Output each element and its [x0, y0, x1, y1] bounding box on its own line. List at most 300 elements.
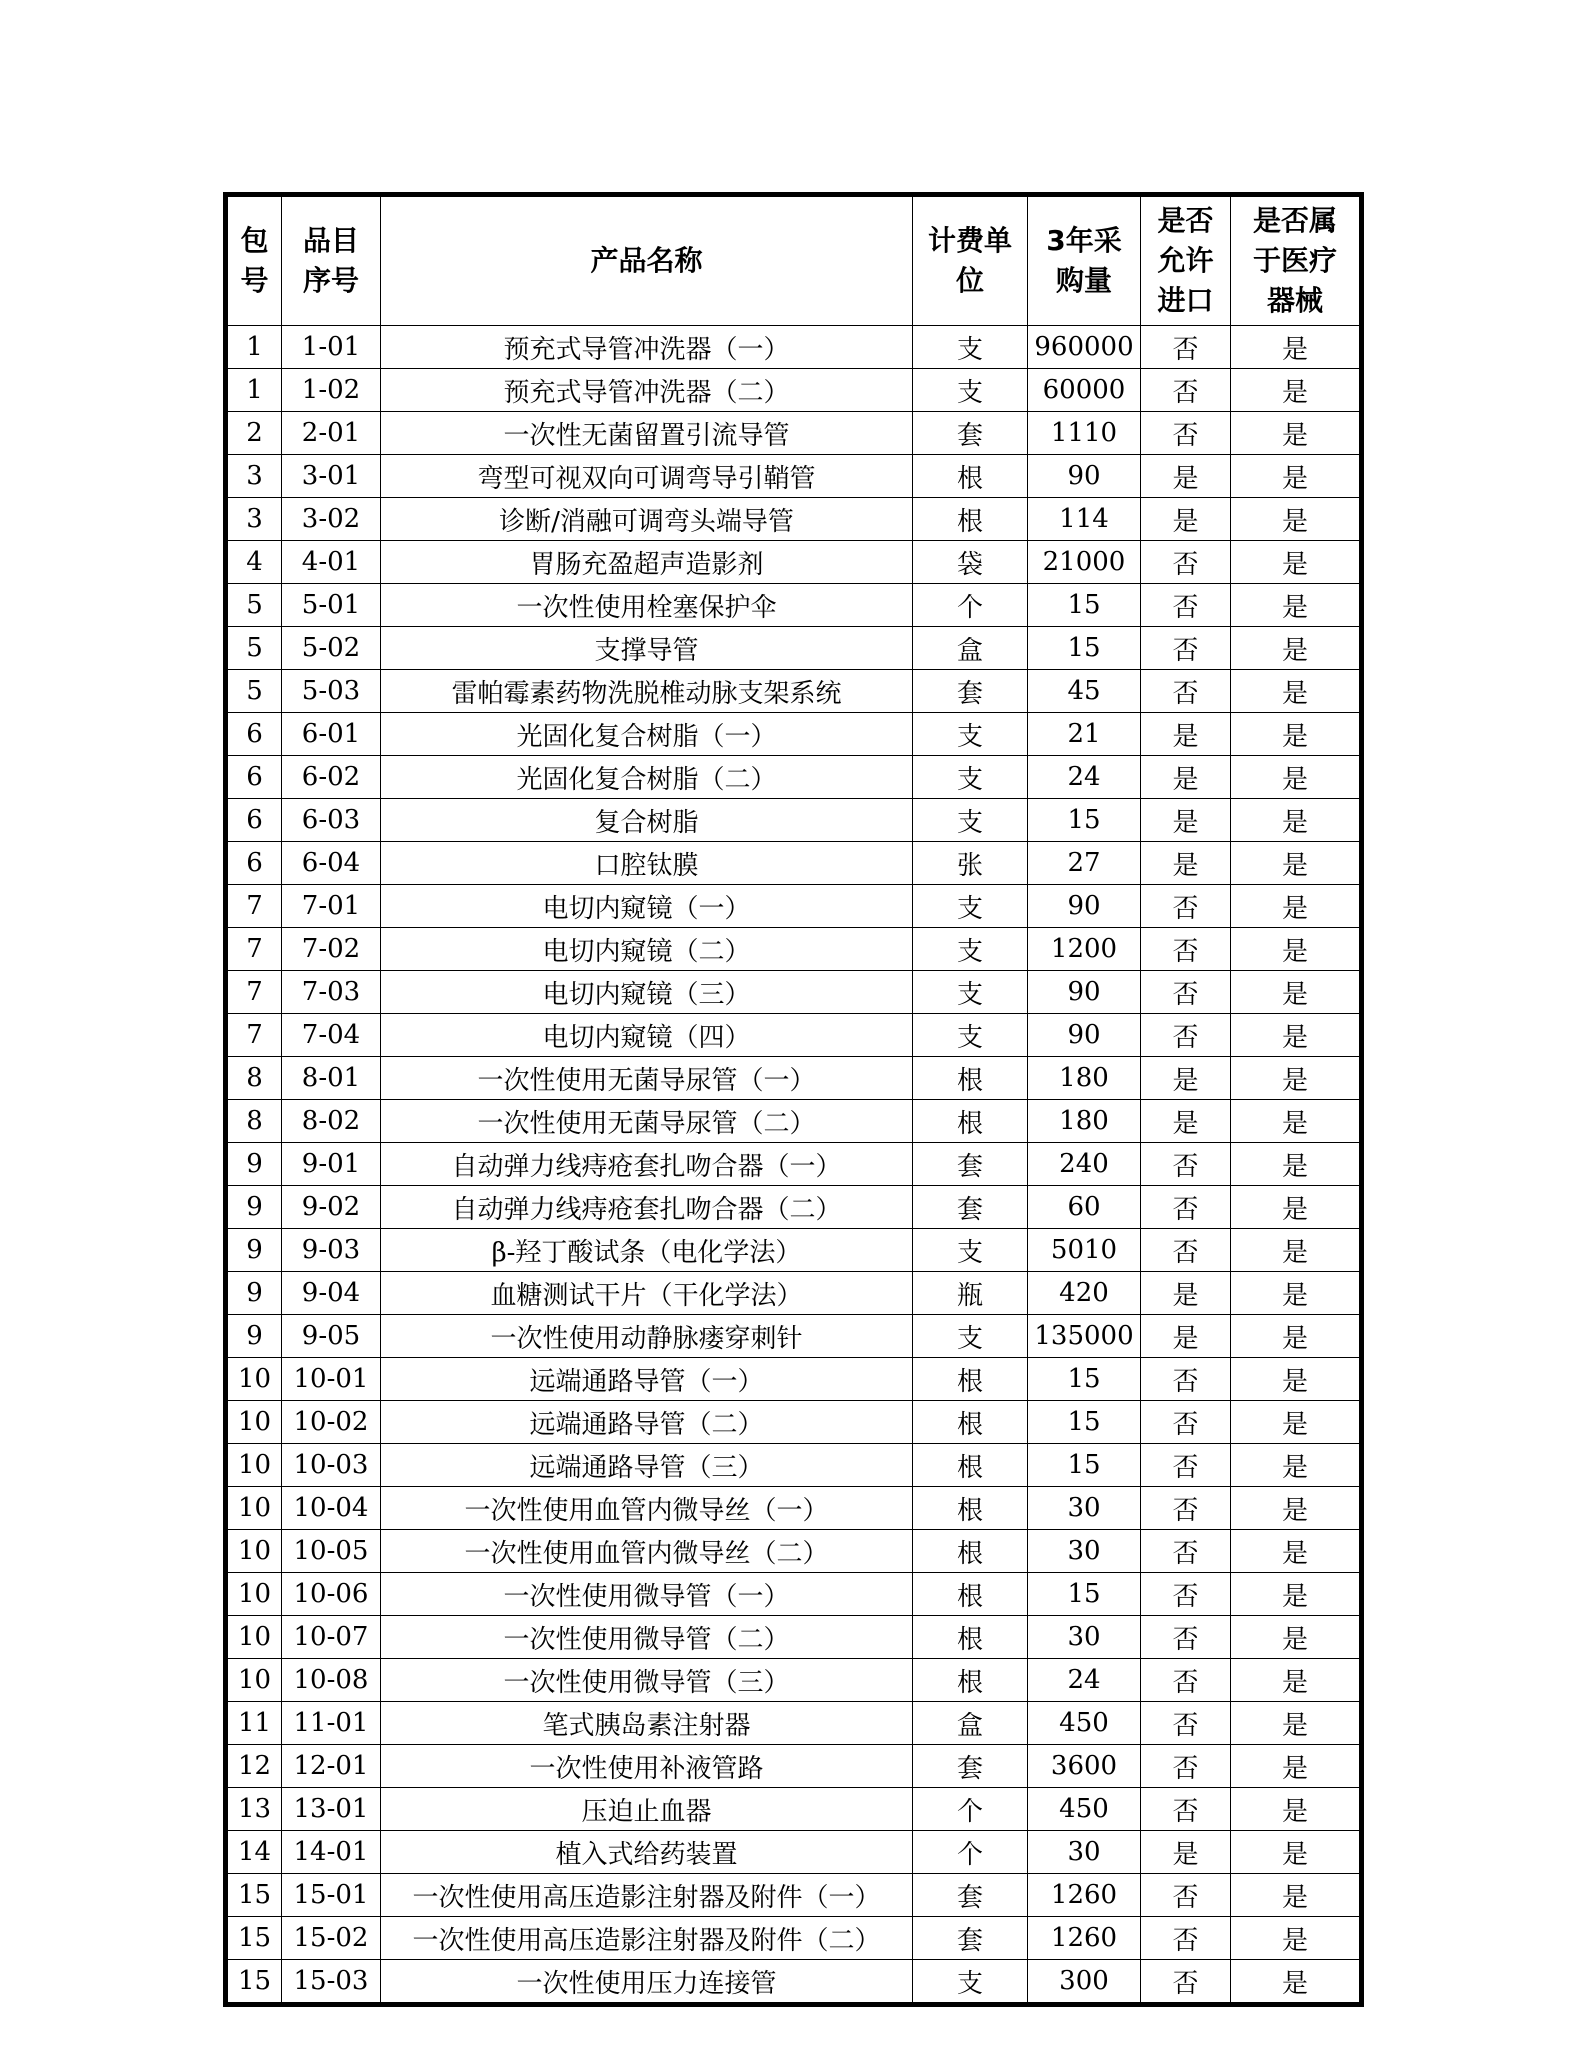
cell-package-no: 9: [226, 1143, 282, 1186]
cell-import-allowed: 否: [1141, 1616, 1231, 1659]
cell-package-no: 15: [226, 1917, 282, 1960]
cell-product-name: 一次性使用血管内微导丝（一）: [381, 1487, 913, 1530]
cell-product-name: 远端通路导管（二）: [381, 1401, 913, 1444]
cell-billing-unit: 个: [913, 1788, 1028, 1831]
cell-medical-device: 是: [1231, 1917, 1362, 1960]
table-row: [226, 455, 1362, 498]
cell-3yr-quantity: 15: [1028, 584, 1141, 627]
cell-import-allowed: 是: [1141, 1315, 1231, 1358]
cell-package-no: 5: [226, 627, 282, 670]
table-row: [226, 713, 1362, 756]
cell-3yr-quantity: 30: [1028, 1530, 1141, 1573]
cell-package-no: 10: [226, 1530, 282, 1573]
cell-product-name: 电切内窥镜（二）: [381, 928, 913, 971]
cell-3yr-quantity: 15: [1028, 1401, 1141, 1444]
cell-import-allowed: 是: [1141, 842, 1231, 885]
cell-medical-device: 是: [1231, 670, 1362, 713]
cell-package-no: 10: [226, 1487, 282, 1530]
cell-product-name: 光固化复合树脂（一）: [381, 713, 913, 756]
cell-3yr-quantity: 135000: [1028, 1315, 1141, 1358]
cell-product-name: 电切内窥镜（四）: [381, 1014, 913, 1057]
cell-3yr-quantity: 15: [1028, 627, 1141, 670]
cell-import-allowed: 否: [1141, 1917, 1231, 1960]
header-3yr-quantity: 3年采购量: [1028, 195, 1141, 326]
cell-package-no: 3: [226, 498, 282, 541]
table-row: [226, 1917, 1362, 1960]
cell-billing-unit: 套: [913, 1874, 1028, 1917]
table-row: [226, 1401, 1362, 1444]
cell-product-name: 远端通路导管（三）: [381, 1444, 913, 1487]
cell-billing-unit: 套: [913, 1186, 1028, 1229]
cell-medical-device: 是: [1231, 756, 1362, 799]
cell-medical-device: 是: [1231, 971, 1362, 1014]
cell-3yr-quantity: 15: [1028, 1573, 1141, 1616]
cell-medical-device: 是: [1231, 412, 1362, 455]
cell-3yr-quantity: 1200: [1028, 928, 1141, 971]
cell-package-no: 10: [226, 1358, 282, 1401]
cell-item-seq: 10-01: [282, 1358, 381, 1401]
table-row: [226, 1659, 1362, 1702]
cell-import-allowed: 是: [1141, 799, 1231, 842]
cell-product-name: 一次性使用微导管（三）: [381, 1659, 913, 1702]
cell-product-name: 复合树脂: [381, 799, 913, 842]
cell-3yr-quantity: 60: [1028, 1186, 1141, 1229]
cell-item-seq: 10-07: [282, 1616, 381, 1659]
cell-import-allowed: 否: [1141, 627, 1231, 670]
cell-product-name: 自动弹力线痔疮套扎吻合器（一）: [381, 1143, 913, 1186]
cell-import-allowed: 是: [1141, 1057, 1231, 1100]
cell-medical-device: 是: [1231, 1057, 1362, 1100]
cell-billing-unit: 根: [913, 1573, 1028, 1616]
cell-item-seq: 4-01: [282, 541, 381, 584]
cell-3yr-quantity: 1260: [1028, 1874, 1141, 1917]
cell-billing-unit: 支: [913, 1014, 1028, 1057]
cell-3yr-quantity: 60000: [1028, 369, 1141, 412]
cell-billing-unit: 支: [913, 1229, 1028, 1272]
cell-import-allowed: 否: [1141, 369, 1231, 412]
cell-package-no: 2: [226, 412, 282, 455]
cell-3yr-quantity: 15: [1028, 1444, 1141, 1487]
cell-package-no: 1: [226, 326, 282, 369]
cell-import-allowed: 否: [1141, 1487, 1231, 1530]
cell-package-no: 3: [226, 455, 282, 498]
cell-billing-unit: 套: [913, 1745, 1028, 1788]
cell-import-allowed: 否: [1141, 584, 1231, 627]
cell-3yr-quantity: 30: [1028, 1487, 1141, 1530]
cell-product-name: β-羟丁酸试条（电化学法）: [381, 1229, 913, 1272]
cell-item-seq: 11-01: [282, 1702, 381, 1745]
cell-package-no: 9: [226, 1272, 282, 1315]
cell-import-allowed: 是: [1141, 1272, 1231, 1315]
cell-3yr-quantity: 5010: [1028, 1229, 1141, 1272]
table-row: [226, 1874, 1362, 1917]
cell-product-name: 植入式给药装置: [381, 1831, 913, 1874]
table-row: [226, 1229, 1362, 1272]
cell-product-name: 支撑导管: [381, 627, 913, 670]
cell-item-seq: 8-02: [282, 1100, 381, 1143]
cell-package-no: 1: [226, 369, 282, 412]
cell-product-name: 压迫止血器: [381, 1788, 913, 1831]
cell-medical-device: 是: [1231, 1745, 1362, 1788]
cell-3yr-quantity: 180: [1028, 1057, 1141, 1100]
cell-medical-device: 是: [1231, 1014, 1362, 1057]
cell-package-no: 9: [226, 1186, 282, 1229]
table-row: [226, 1487, 1362, 1530]
cell-medical-device: 是: [1231, 1487, 1362, 1530]
cell-item-seq: 8-01: [282, 1057, 381, 1100]
table-row: [226, 971, 1362, 1014]
cell-import-allowed: 否: [1141, 326, 1231, 369]
cell-product-name: 一次性使用栓塞保护伞: [381, 584, 913, 627]
table-row: [226, 1358, 1362, 1401]
cell-package-no: 6: [226, 713, 282, 756]
cell-import-allowed: 是: [1141, 713, 1231, 756]
cell-package-no: 10: [226, 1444, 282, 1487]
cell-product-name: 一次性使用动静脉瘘穿刺针: [381, 1315, 913, 1358]
cell-3yr-quantity: 1260: [1028, 1917, 1141, 1960]
cell-3yr-quantity: 90: [1028, 885, 1141, 928]
cell-item-seq: 9-03: [282, 1229, 381, 1272]
cell-billing-unit: 根: [913, 1100, 1028, 1143]
cell-item-seq: 10-03: [282, 1444, 381, 1487]
cell-item-seq: 10-04: [282, 1487, 381, 1530]
table-row: [226, 670, 1362, 713]
table-header-row: [226, 195, 1362, 326]
table-row: [226, 1573, 1362, 1616]
cell-medical-device: 是: [1231, 455, 1362, 498]
cell-item-seq: 7-04: [282, 1014, 381, 1057]
cell-import-allowed: 否: [1141, 1874, 1231, 1917]
cell-billing-unit: 瓶: [913, 1272, 1028, 1315]
cell-3yr-quantity: 27: [1028, 842, 1141, 885]
cell-medical-device: 是: [1231, 1831, 1362, 1874]
cell-billing-unit: 支: [913, 885, 1028, 928]
cell-item-seq: 3-02: [282, 498, 381, 541]
cell-medical-device: 是: [1231, 584, 1362, 627]
cell-item-seq: 7-03: [282, 971, 381, 1014]
cell-import-allowed: 否: [1141, 1143, 1231, 1186]
table-row: [226, 1788, 1362, 1831]
cell-billing-unit: 盒: [913, 627, 1028, 670]
cell-import-allowed: 否: [1141, 1573, 1231, 1616]
cell-billing-unit: 支: [913, 1315, 1028, 1358]
cell-3yr-quantity: 15: [1028, 799, 1141, 842]
cell-billing-unit: 根: [913, 1057, 1028, 1100]
cell-billing-unit: 个: [913, 1831, 1028, 1874]
cell-package-no: 6: [226, 756, 282, 799]
cell-medical-device: 是: [1231, 799, 1362, 842]
cell-medical-device: 是: [1231, 541, 1362, 584]
cell-item-seq: 13-01: [282, 1788, 381, 1831]
cell-medical-device: 是: [1231, 1100, 1362, 1143]
cell-package-no: 5: [226, 670, 282, 713]
cell-package-no: 13: [226, 1788, 282, 1831]
cell-billing-unit: 根: [913, 1487, 1028, 1530]
cell-medical-device: 是: [1231, 1659, 1362, 1702]
cell-package-no: 15: [226, 1960, 282, 2005]
cell-import-allowed: 是: [1141, 498, 1231, 541]
cell-item-seq: 3-01: [282, 455, 381, 498]
cell-3yr-quantity: 180: [1028, 1100, 1141, 1143]
cell-billing-unit: 支: [913, 756, 1028, 799]
table-row: [226, 412, 1362, 455]
header-billing-unit: 计费单位: [913, 195, 1028, 326]
cell-medical-device: 是: [1231, 928, 1362, 971]
table-row: [226, 584, 1362, 627]
cell-import-allowed: 否: [1141, 412, 1231, 455]
cell-package-no: 4: [226, 541, 282, 584]
cell-billing-unit: 支: [913, 1960, 1028, 2005]
cell-product-name: 诊断/消融可调弯头端导管: [381, 498, 913, 541]
cell-product-name: 一次性使用高压造影注射器及附件（一）: [381, 1874, 913, 1917]
cell-medical-device: 是: [1231, 713, 1362, 756]
cell-billing-unit: 张: [913, 842, 1028, 885]
cell-billing-unit: 支: [913, 713, 1028, 756]
cell-package-no: 10: [226, 1401, 282, 1444]
cell-billing-unit: 根: [913, 1530, 1028, 1573]
cell-import-allowed: 否: [1141, 885, 1231, 928]
cell-product-name: 一次性使用高压造影注射器及附件（二）: [381, 1917, 913, 1960]
cell-3yr-quantity: 240: [1028, 1143, 1141, 1186]
cell-medical-device: 是: [1231, 1444, 1362, 1487]
cell-product-name: 一次性使用无菌导尿管（二）: [381, 1100, 913, 1143]
header-package-no: 包号: [226, 195, 282, 326]
cell-billing-unit: 支: [913, 799, 1028, 842]
table-row: [226, 498, 1362, 541]
cell-import-allowed: 否: [1141, 1960, 1231, 2005]
cell-product-name: 血糖测试干片（干化学法）: [381, 1272, 913, 1315]
cell-medical-device: 是: [1231, 1358, 1362, 1401]
cell-import-allowed: 否: [1141, 670, 1231, 713]
cell-3yr-quantity: 24: [1028, 1659, 1141, 1702]
cell-billing-unit: 套: [913, 670, 1028, 713]
cell-import-allowed: 是: [1141, 455, 1231, 498]
cell-import-allowed: 否: [1141, 1229, 1231, 1272]
cell-item-seq: 14-01: [282, 1831, 381, 1874]
cell-package-no: 9: [226, 1229, 282, 1272]
cell-medical-device: 是: [1231, 1229, 1362, 1272]
cell-item-seq: 15-03: [282, 1960, 381, 2005]
cell-billing-unit: 根: [913, 498, 1028, 541]
cell-item-seq: 5-03: [282, 670, 381, 713]
cell-item-seq: 9-01: [282, 1143, 381, 1186]
cell-product-name: 一次性使用微导管（一）: [381, 1573, 913, 1616]
cell-item-seq: 10-06: [282, 1573, 381, 1616]
cell-package-no: 7: [226, 1014, 282, 1057]
cell-item-seq: 12-01: [282, 1745, 381, 1788]
cell-item-seq: 7-02: [282, 928, 381, 971]
cell-billing-unit: 套: [913, 1917, 1028, 1960]
cell-package-no: 8: [226, 1100, 282, 1143]
table-row: [226, 842, 1362, 885]
cell-item-seq: 5-01: [282, 584, 381, 627]
table-row: [226, 1315, 1362, 1358]
cell-product-name: 一次性使用血管内微导丝（二）: [381, 1530, 913, 1573]
cell-medical-device: 是: [1231, 1401, 1362, 1444]
cell-import-allowed: 否: [1141, 1745, 1231, 1788]
cell-3yr-quantity: 450: [1028, 1788, 1141, 1831]
cell-item-seq: 9-02: [282, 1186, 381, 1229]
cell-import-allowed: 否: [1141, 1014, 1231, 1057]
cell-medical-device: 是: [1231, 885, 1362, 928]
cell-product-name: 光固化复合树脂（二）: [381, 756, 913, 799]
cell-product-name: 胃肠充盈超声造影剂: [381, 541, 913, 584]
cell-medical-device: 是: [1231, 627, 1362, 670]
cell-3yr-quantity: 1110: [1028, 412, 1141, 455]
cell-medical-device: 是: [1231, 369, 1362, 412]
cell-import-allowed: 否: [1141, 1659, 1231, 1702]
table-row: [226, 1014, 1362, 1057]
cell-3yr-quantity: 960000: [1028, 326, 1141, 369]
cell-package-no: 15: [226, 1874, 282, 1917]
cell-medical-device: 是: [1231, 1788, 1362, 1831]
table-row: [226, 627, 1362, 670]
procurement-table: [223, 192, 1364, 2007]
table-row: [226, 1616, 1362, 1659]
cell-billing-unit: 根: [913, 1358, 1028, 1401]
cell-product-name: 口腔钛膜: [381, 842, 913, 885]
cell-medical-device: 是: [1231, 1616, 1362, 1659]
cell-medical-device: 是: [1231, 842, 1362, 885]
table-row: [226, 1702, 1362, 1745]
cell-product-name: 笔式胰岛素注射器: [381, 1702, 913, 1745]
table-row: [226, 885, 1362, 928]
cell-package-no: 6: [226, 799, 282, 842]
cell-medical-device: 是: [1231, 1702, 1362, 1745]
cell-medical-device: 是: [1231, 326, 1362, 369]
cell-import-allowed: 否: [1141, 1788, 1231, 1831]
cell-product-name: 一次性使用微导管（二）: [381, 1616, 913, 1659]
table-row: [226, 756, 1362, 799]
header-import-allowed: 是否允许进口: [1141, 195, 1231, 326]
cell-3yr-quantity: 90: [1028, 1014, 1141, 1057]
cell-3yr-quantity: 450: [1028, 1702, 1141, 1745]
cell-3yr-quantity: 45: [1028, 670, 1141, 713]
cell-item-seq: 9-04: [282, 1272, 381, 1315]
cell-billing-unit: 盒: [913, 1702, 1028, 1745]
header-product-name: 产品名称: [381, 195, 913, 326]
table-row: [226, 1745, 1362, 1788]
table-row: [226, 799, 1362, 842]
table-row: [226, 928, 1362, 971]
table-row: [226, 1057, 1362, 1100]
cell-product-name: 自动弹力线痔疮套扎吻合器（二）: [381, 1186, 913, 1229]
cell-3yr-quantity: 30: [1028, 1831, 1141, 1874]
cell-billing-unit: 根: [913, 1659, 1028, 1702]
table-row: [226, 1960, 1362, 2005]
cell-item-seq: 6-02: [282, 756, 381, 799]
cell-3yr-quantity: 90: [1028, 455, 1141, 498]
cell-product-name: 一次性使用无菌导尿管（一）: [381, 1057, 913, 1100]
cell-3yr-quantity: 21: [1028, 713, 1141, 756]
cell-billing-unit: 根: [913, 455, 1028, 498]
cell-medical-device: 是: [1231, 1315, 1362, 1358]
table-row: [226, 1530, 1362, 1573]
cell-medical-device: 是: [1231, 1186, 1362, 1229]
cell-3yr-quantity: 15: [1028, 1358, 1141, 1401]
cell-import-allowed: 是: [1141, 756, 1231, 799]
cell-3yr-quantity: 3600: [1028, 1745, 1141, 1788]
cell-item-seq: 6-03: [282, 799, 381, 842]
cell-package-no: 7: [226, 971, 282, 1014]
cell-medical-device: 是: [1231, 1960, 1362, 2005]
table-row: [226, 541, 1362, 584]
cell-item-seq: 10-08: [282, 1659, 381, 1702]
cell-medical-device: 是: [1231, 1272, 1362, 1315]
cell-product-name: 一次性无菌留置引流导管: [381, 412, 913, 455]
cell-3yr-quantity: 300: [1028, 1960, 1141, 2005]
cell-medical-device: 是: [1231, 498, 1362, 541]
table-body: [226, 326, 1362, 2005]
cell-billing-unit: 个: [913, 584, 1028, 627]
table-row: [226, 1143, 1362, 1186]
cell-item-seq: 5-02: [282, 627, 381, 670]
cell-import-allowed: 否: [1141, 1186, 1231, 1229]
cell-package-no: 5: [226, 584, 282, 627]
cell-import-allowed: 否: [1141, 1702, 1231, 1745]
cell-3yr-quantity: 90: [1028, 971, 1141, 1014]
cell-item-seq: 7-01: [282, 885, 381, 928]
cell-package-no: 9: [226, 1315, 282, 1358]
cell-import-allowed: 否: [1141, 928, 1231, 971]
cell-product-name: 预充式导管冲洗器（一）: [381, 326, 913, 369]
cell-item-seq: 6-01: [282, 713, 381, 756]
cell-billing-unit: 支: [913, 369, 1028, 412]
cell-item-seq: 15-02: [282, 1917, 381, 1960]
cell-package-no: 14: [226, 1831, 282, 1874]
cell-package-no: 10: [226, 1616, 282, 1659]
cell-billing-unit: 支: [913, 326, 1028, 369]
cell-product-name: 电切内窥镜（三）: [381, 971, 913, 1014]
cell-package-no: 6: [226, 842, 282, 885]
cell-3yr-quantity: 24: [1028, 756, 1141, 799]
cell-item-seq: 10-05: [282, 1530, 381, 1573]
cell-3yr-quantity: 420: [1028, 1272, 1141, 1315]
cell-item-seq: 15-01: [282, 1874, 381, 1917]
cell-package-no: 7: [226, 928, 282, 971]
cell-item-seq: 1-02: [282, 369, 381, 412]
cell-package-no: 10: [226, 1659, 282, 1702]
table-row: [226, 1272, 1362, 1315]
table-row: [226, 1186, 1362, 1229]
cell-item-seq: 1-01: [282, 326, 381, 369]
cell-import-allowed: 是: [1141, 1100, 1231, 1143]
cell-billing-unit: 根: [913, 1444, 1028, 1487]
cell-medical-device: 是: [1231, 1573, 1362, 1616]
cell-import-allowed: 否: [1141, 1358, 1231, 1401]
cell-package-no: 7: [226, 885, 282, 928]
cell-import-allowed: 否: [1141, 1444, 1231, 1487]
table-row: [226, 1831, 1362, 1874]
cell-product-name: 弯型可视双向可调弯导引鞘管: [381, 455, 913, 498]
cell-item-seq: 9-05: [282, 1315, 381, 1358]
cell-item-seq: 2-01: [282, 412, 381, 455]
cell-billing-unit: 支: [913, 928, 1028, 971]
cell-billing-unit: 根: [913, 1616, 1028, 1659]
cell-billing-unit: 套: [913, 1143, 1028, 1186]
cell-medical-device: 是: [1231, 1143, 1362, 1186]
table-row: [226, 1444, 1362, 1487]
cell-billing-unit: 套: [913, 412, 1028, 455]
cell-billing-unit: 根: [913, 1401, 1028, 1444]
cell-package-no: 11: [226, 1702, 282, 1745]
cell-3yr-quantity: 21000: [1028, 541, 1141, 584]
cell-package-no: 10: [226, 1573, 282, 1616]
header-medical-device: 是否属于医疗器械: [1231, 195, 1362, 326]
cell-product-name: 一次性使用补液管路: [381, 1745, 913, 1788]
cell-package-no: 8: [226, 1057, 282, 1100]
cell-medical-device: 是: [1231, 1530, 1362, 1573]
